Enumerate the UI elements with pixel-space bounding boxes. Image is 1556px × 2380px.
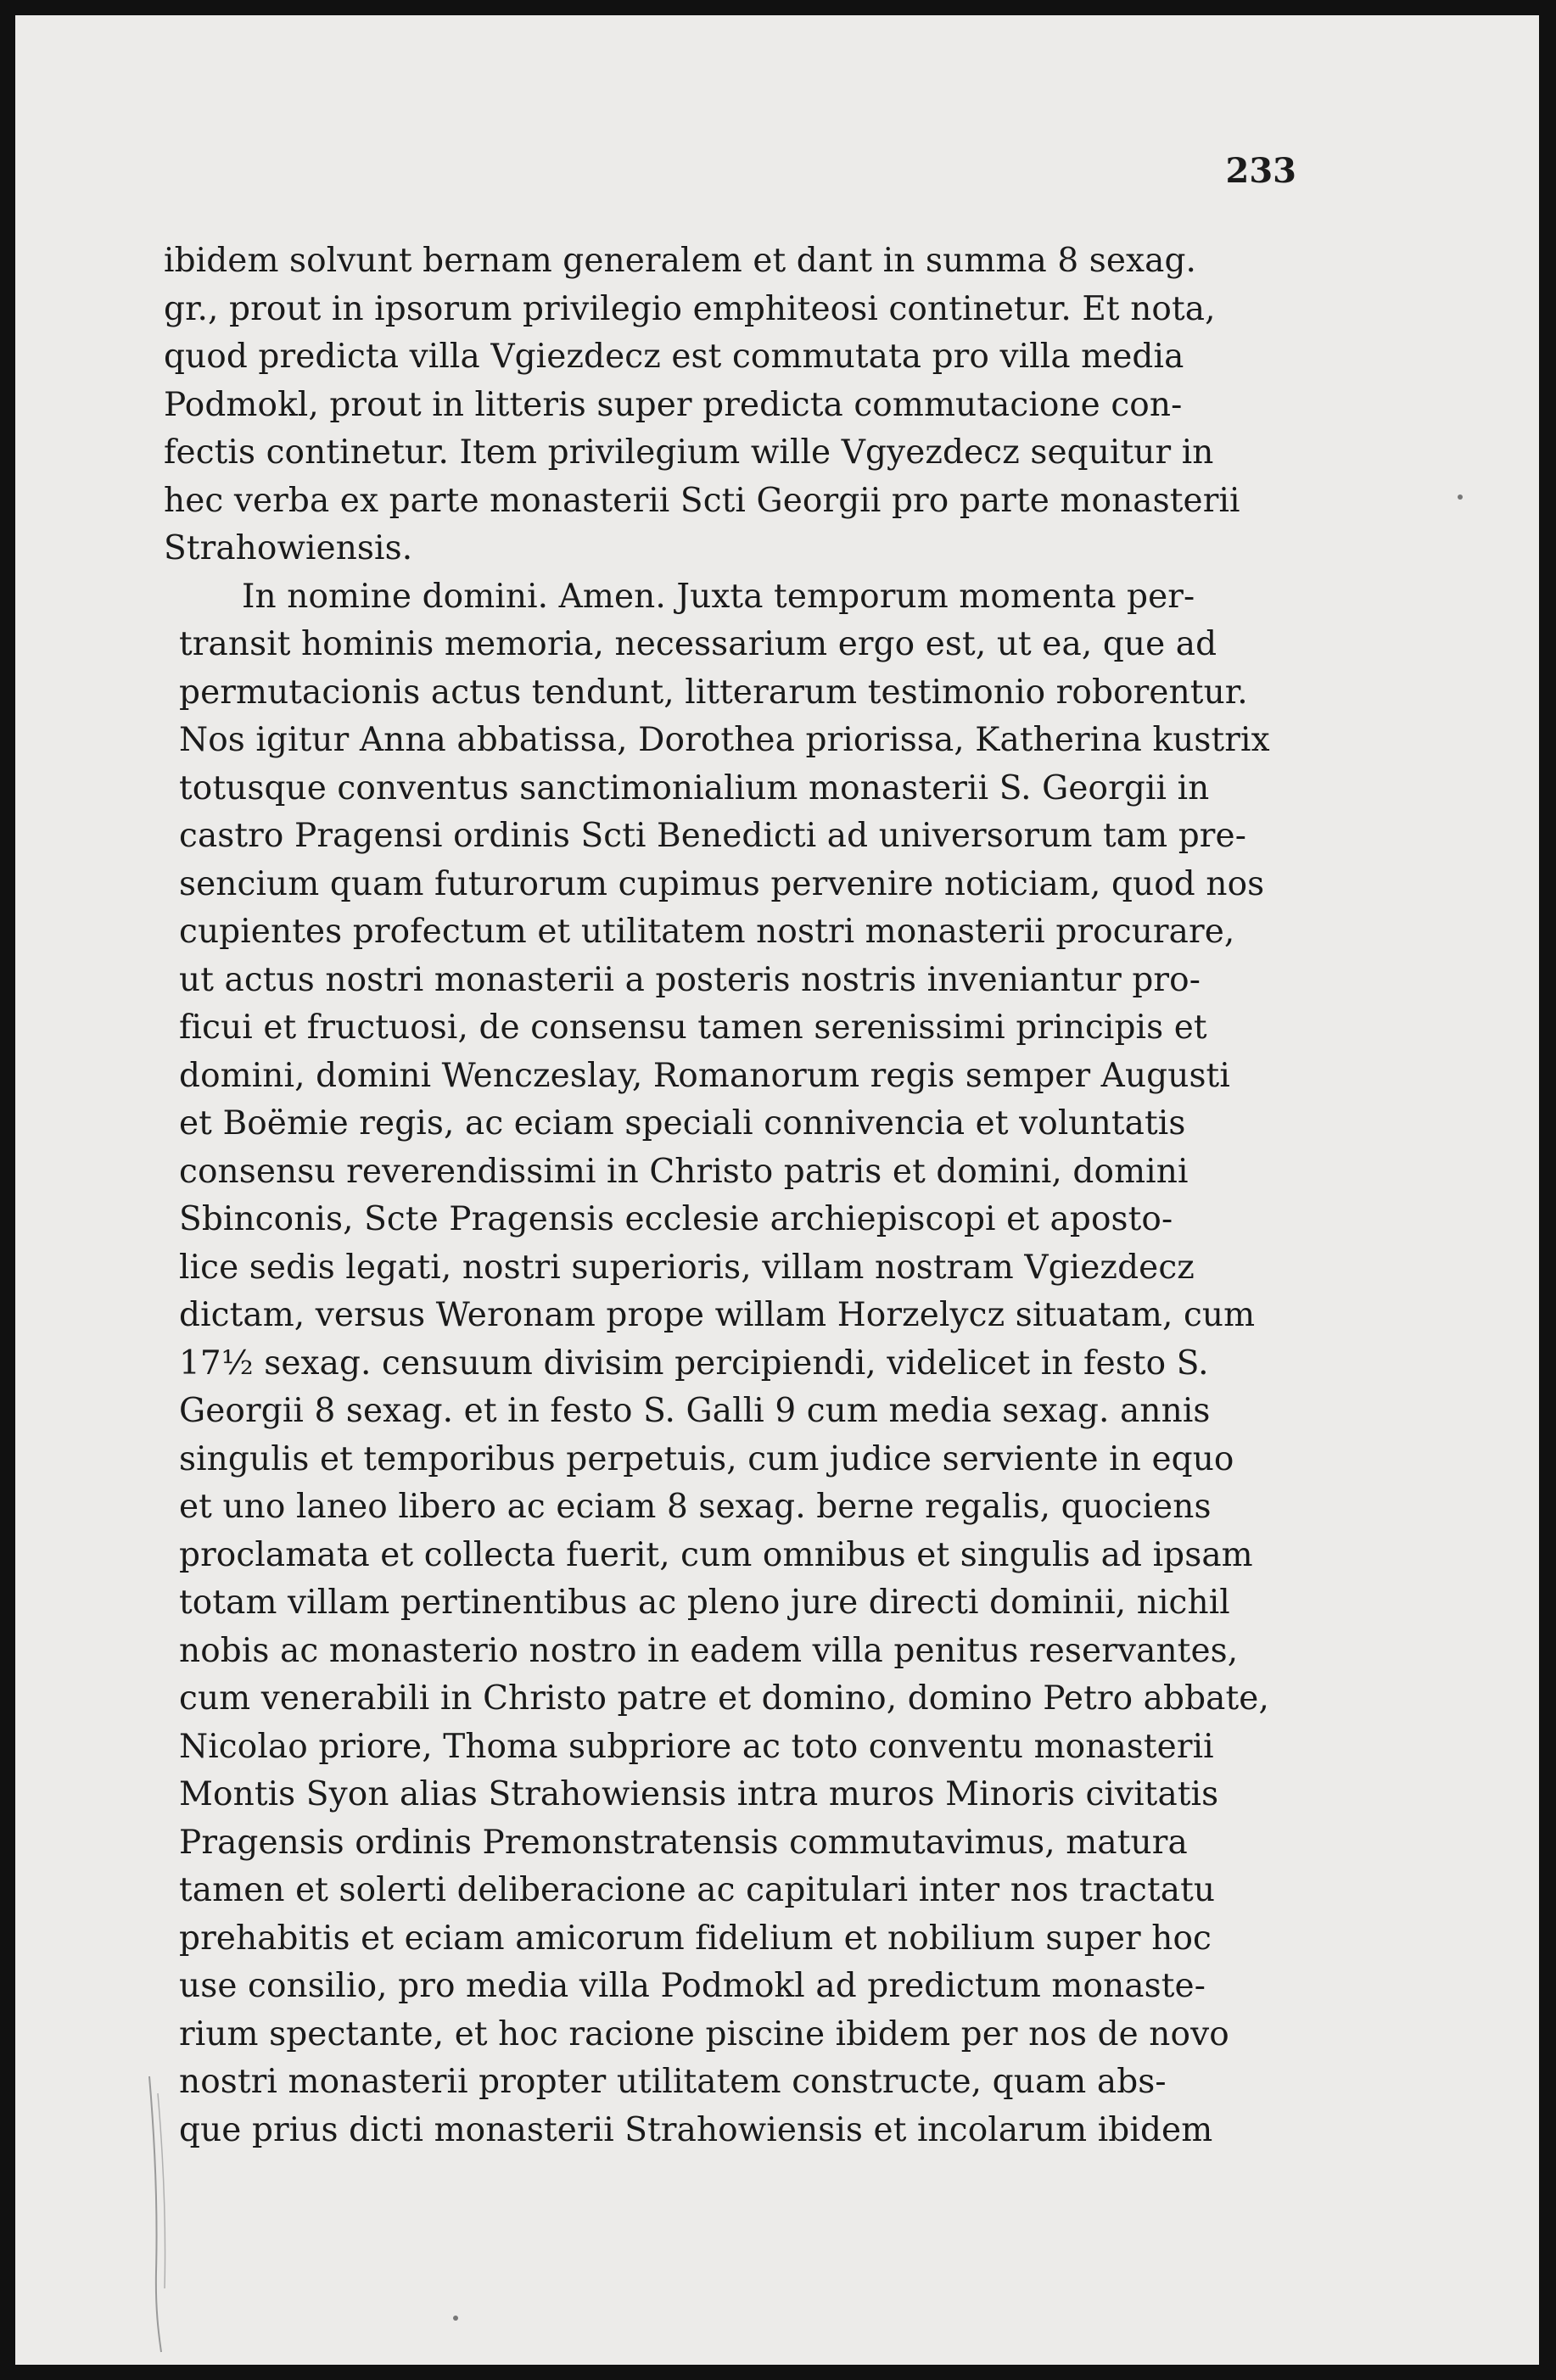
text-line: Pragensis ordinis Premonstratensis commutavimus, matura: [179, 1823, 1188, 1862]
text-line: fectis continetur. Item privilegium wille Vgyezdecz sequitur in: [164, 433, 1214, 472]
text-line: tamen et solerti deliberacione ac capitulari inter nos tractatu: [179, 1871, 1216, 1909]
text-line: permutacionis actus tendunt, litterarum testimonio roborentur.: [179, 673, 1248, 712]
text-line: ficui et fructuosi, de consensu tamen serenissimi principis et: [179, 1008, 1207, 1047]
text-line: ut actus nostri monasterii a posteris nostris inveniantur pro-: [179, 960, 1201, 999]
body-text: [164, 237, 1326, 2154]
paragraph-start-line: In nomine domini. Amen. Juxta temporum momenta per-: [242, 577, 1195, 616]
stray-mark: [1458, 494, 1463, 500]
text-line: rium spectante, et hoc racione piscine ibidem per nos de novo: [179, 2014, 1229, 2053]
text-line: Nos igitur Anna abbatissa, Dorothea priorissa, Katherina kustrix: [179, 721, 1270, 759]
text-line: Podmokl, prout in litteris super predicta commutacione con-: [164, 385, 1183, 424]
text-line: 17½ sexag. censuum divisim percipiendi, videlicet in festo S.: [179, 1344, 1209, 1383]
text-line: Georgii 8 sexag. et in festo S. Galli 9 cum media sexag. annis: [179, 1392, 1211, 1430]
text-line: quod predicta villa Vgiezdecz est commutata pro villa media: [164, 338, 1184, 376]
text-line: et uno laneo libero ac eciam 8 sexag. berne regalis, quociens: [179, 1488, 1212, 1526]
text-line: use consilio, pro media villa Podmokl ad predictum monaste-: [179, 1967, 1206, 2005]
text-line: lice sedis legati, nostri superioris, villam nostram Vgiezdecz: [179, 1248, 1195, 1287]
text-line: consensu reverendissimi in Christo patris et domini, domini: [179, 1152, 1189, 1191]
text-line: Montis Syon alias Strahowiensis intra muros Minoris civitatis: [179, 1775, 1219, 1813]
text-line: castro Pragensi ordinis Scti Benedicti ad universorum tam pre-: [179, 817, 1246, 855]
text-line: totam villam pertinentibus ac pleno jure directi dominii, nichil: [179, 1584, 1230, 1622]
text-line: que prius dicti monasterii Strahowiensis et incolarum ibidem: [179, 2110, 1213, 2149]
text-line: Sbinconis, Scte Pragensis ecclesie archiepiscopi et aposto-: [179, 1200, 1173, 1238]
text-line: sencium quam futurorum cupimus pervenire noticiam, quod nos: [179, 864, 1265, 903]
scanned-page: [15, 15, 1539, 2365]
text-line: Nicolao priore, Thoma subpriore ac toto conventu monasterii: [179, 1727, 1214, 1766]
text-line: proclamata et collecta fuerit, cum omnibus et singulis ad ipsam: [179, 1535, 1253, 1574]
text-line: gr., prout in ipsorum privilegio emphiteosi continetur. Et nota,: [164, 289, 1216, 328]
text-line: prehabitis et eciam amicorum fidelium et nobilium super hoc: [179, 1919, 1212, 1958]
text-line: nobis ac monasterio nostro in eadem villa penitus reservantes,: [179, 1631, 1239, 1670]
text-line: ibidem solvunt bernam generalem et dant in summa 8 sexag.: [164, 242, 1197, 280]
text-line: hec verba ex parte monasterii Scti Georgii pro parte monasterii: [164, 481, 1240, 520]
text-line: cupientes profectum et utilitatem nostri monasterii procurare,: [179, 913, 1235, 951]
text-line: domini, domini Wenczeslay, Romanorum regis semper Augusti: [179, 1056, 1230, 1095]
page-number: 233: [1225, 151, 1296, 191]
text-line: et Boëmie regis, ac eciam speciali connivencia et voluntatis: [179, 1104, 1186, 1143]
margin-pencil-marks: [143, 2068, 193, 2356]
text-line: transit hominis memoria, necessarium ergo est, ut ea, que ad: [179, 625, 1217, 663]
text-line: cum venerabili in Christo patre et domino, domino Petro abbate,: [179, 1679, 1269, 1718]
text-line: Strahowiensis.: [164, 529, 413, 567]
stray-mark: [453, 2316, 458, 2321]
text-line: nostri monasterii propter utilitatem constructe, quam abs-: [179, 2063, 1167, 2101]
text-line: singulis et temporibus perpetuis, cum judice serviente in equo: [179, 1439, 1234, 1478]
text-line: dictam, versus Weronam prope willam Horzelycz situatam, cum: [179, 1296, 1256, 1334]
text-line: totusque conventus sanctimonialium monasterii S. Georgii in: [179, 768, 1210, 807]
